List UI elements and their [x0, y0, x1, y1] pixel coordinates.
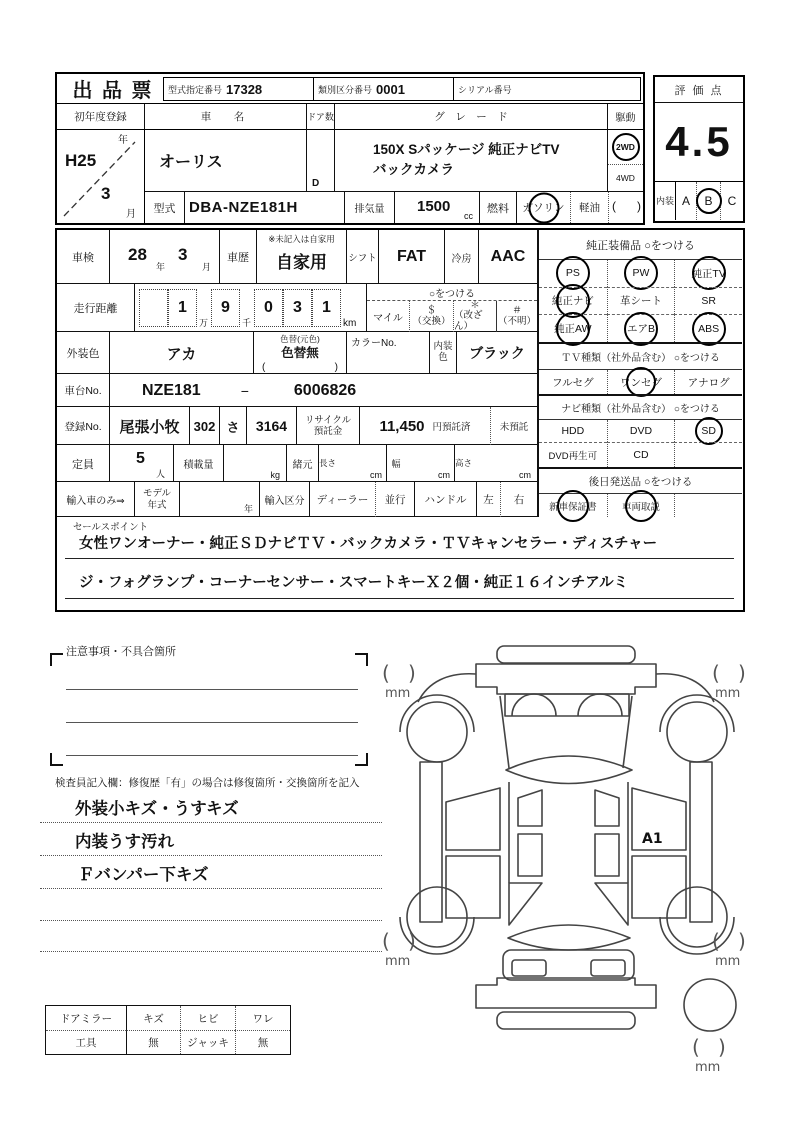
first-registration-cell [57, 129, 145, 223]
front-fender-right [656, 674, 714, 702]
mm-unit: mm [695, 1060, 721, 1075]
navi-label: SD [701, 425, 716, 437]
height-label: 高さ [455, 457, 473, 468]
bracket-close: ) [738, 929, 746, 953]
cm-unit: cm [370, 470, 382, 480]
bracket-open: ( [692, 1035, 700, 1059]
ext-color-value: アカ [110, 332, 254, 374]
capacity-label: 定員 [57, 445, 110, 482]
equip-tv [674, 260, 742, 287]
rear-bumper [476, 978, 656, 1008]
reg-area: 尾張小牧 [110, 407, 190, 445]
shift-label: シフト [347, 230, 379, 284]
bracket-close: ) [408, 661, 416, 685]
sales-point-line2: ジ・フォグランプ・コーナーセンサー・スマートキーＸ２個・純正１６インチアルミ [65, 567, 734, 599]
fuel-label: 燃料 [480, 192, 517, 223]
recycle-label-2: 預託金 [313, 426, 343, 437]
shaken-value-cell [110, 230, 220, 284]
col-header-first-reg: 初年度登録 [57, 104, 145, 129]
history-cell [257, 230, 347, 284]
first-reg-year: H25 [65, 151, 97, 170]
equip-label: 純正ナビ [551, 295, 594, 308]
tv-type-row [539, 370, 742, 394]
field-label: シリアル番号 [458, 84, 512, 95]
windshield [506, 756, 632, 784]
equip-abs [674, 314, 742, 342]
main-table [55, 228, 745, 612]
equip-leather [607, 287, 675, 315]
later-empty [674, 494, 742, 517]
unit-sen: 千 [242, 318, 252, 328]
drive-2wd: 2WD [616, 141, 635, 152]
fuel-diesel: 軽油 [579, 202, 600, 214]
mm-unit: mm [385, 954, 411, 969]
model-value: DBA-NZE181H [189, 199, 298, 216]
field-label: 型式指定番号 [168, 84, 223, 95]
unit-km: km [343, 318, 357, 329]
front-seat-left [518, 790, 542, 826]
width-label: 幅 [391, 459, 401, 469]
model-year-unit: 年 [243, 504, 253, 514]
repaint-label: 色替(元色) [280, 334, 320, 344]
bracket-open: ( [382, 661, 390, 685]
tools-jack: ジャッキ [180, 1030, 235, 1054]
mark-label: （交換） [412, 315, 451, 327]
recycle-unpaid: 未預託 [490, 407, 537, 445]
spec-label: 緒元 [287, 445, 319, 482]
paren-open: ( [612, 199, 616, 213]
equip-label: 純正TV [691, 267, 726, 280]
history-value: 自家用 [276, 253, 327, 272]
displacement-label: 排気量 [345, 192, 395, 223]
repaint-value: 色替無 [281, 346, 319, 360]
notes-label: 注意事項・不具合箇所 [66, 646, 176, 658]
field-label: 類別区分番号 [318, 84, 373, 95]
top-table [55, 72, 645, 225]
mm-unit: mm [385, 686, 411, 701]
interior-grade-b [696, 182, 721, 220]
mark-symbol: ＃ [512, 305, 522, 317]
front-bumper [476, 664, 656, 694]
tv-analog [674, 370, 742, 394]
navi-type-grid [539, 420, 742, 467]
interior-label: 内装 [655, 182, 676, 220]
fuel-diesel-cell [570, 192, 608, 223]
reg-kana: さ [220, 407, 247, 445]
tail-light-left [512, 960, 546, 976]
drive-2wd-cell [608, 129, 643, 165]
bracket-open: ( [382, 929, 390, 953]
shaken-year: 28 [128, 245, 147, 264]
equip-ps [539, 260, 607, 287]
col-header-doors: ドア数 [307, 104, 335, 129]
navi-label: DVD [629, 425, 653, 437]
left-sill-panel [420, 762, 442, 922]
interior-grade-c [721, 182, 743, 220]
car-damage-diagram [372, 640, 772, 1085]
later-label: 新車保証書 [549, 501, 597, 513]
notes-corner-tr [355, 653, 368, 666]
shaken-year-unit: 年 [156, 262, 166, 272]
year-unit: 年 [118, 135, 128, 146]
tv-fullseg [539, 370, 607, 394]
mark-symbol: ＄ [426, 305, 437, 317]
inspector-line [40, 855, 382, 856]
mileage-label: 走行距離 [57, 284, 135, 332]
equip-label: ABS [698, 322, 720, 335]
tools-none: 無 [126, 1030, 180, 1054]
notes-line [66, 755, 358, 756]
sales-point-label: セールスポイント [73, 522, 149, 533]
evaluation-score: 4.5 [665, 118, 733, 165]
equipment-grid [539, 260, 742, 342]
tail-light-right [591, 960, 625, 976]
grade-value: 150X Sパッケージ 純正ナビTVバックカメラ [373, 142, 560, 177]
equip-pw [607, 260, 675, 287]
car-name: オーリス [159, 153, 223, 171]
col-header-grade: グ レ ー ド [335, 104, 608, 129]
field-model-code [164, 78, 314, 100]
notes-corner-bl [50, 753, 63, 766]
capacity-value: 5 [136, 450, 145, 467]
left-door-panel [446, 856, 500, 918]
import-label: 輸入車のみ⇒ [57, 482, 135, 517]
month-unit: 月 [126, 209, 136, 220]
history-label: 車歴 [220, 230, 257, 284]
model-year-label-1: モデル [142, 488, 172, 500]
right-sill-panel [690, 762, 712, 922]
color-no-label: カラーNo. [351, 338, 397, 349]
length-cell [336, 445, 387, 482]
evaluation-box [653, 75, 745, 223]
grade-b: B [704, 194, 713, 208]
inspector-line [40, 920, 382, 921]
length-label: 長さ [319, 457, 337, 468]
later-shipment-row [539, 494, 742, 517]
navi-cd [607, 442, 675, 467]
mm-unit: mm [715, 954, 741, 969]
navi-sd [674, 420, 742, 442]
model-year-cell [180, 482, 260, 517]
navi-label: HDD [561, 425, 585, 437]
left-door-window [446, 788, 500, 850]
later-warranty [539, 494, 607, 517]
tv-label: アナログ [687, 376, 730, 389]
navi-label: DVD再生可 [548, 451, 598, 462]
mirror-header: ドアミラー [59, 1012, 113, 1025]
mileage-digit: 9 [211, 289, 240, 327]
shift-value: FAT [379, 230, 445, 284]
tv-label: ワンセグ [619, 376, 662, 389]
navi-type-header: ナビ種類（社外品含む） ○をつける [539, 396, 742, 420]
color-no-cell [347, 332, 430, 374]
a-pillar-right [623, 696, 632, 768]
height-cell [472, 445, 537, 482]
model-value-cell [185, 192, 345, 223]
reg-class: 302 [190, 407, 220, 445]
inspector-line [40, 951, 382, 952]
recycle-amount-cell [360, 407, 490, 445]
field-value: 0001 [376, 81, 405, 97]
notes-line [66, 722, 358, 723]
ac-label: 冷房 [445, 230, 479, 284]
capacity-cell [110, 445, 174, 482]
unit-man: 万 [199, 318, 209, 328]
int-color-label: 内装色 [430, 332, 457, 374]
mark-exchange [409, 301, 453, 332]
equip-sr [674, 287, 742, 315]
mileage-digit: 1 [168, 289, 197, 327]
mile-cell: マイル [373, 313, 403, 324]
chassis-prefix: NZE181 [142, 381, 201, 399]
tv-label: フルセグ [552, 376, 594, 389]
paren-close: ) [334, 362, 338, 373]
bracket-close: ) [408, 929, 416, 953]
recycle-paid: 円預託済 [432, 422, 471, 433]
interior-grade-a [676, 182, 696, 220]
navi-dvd [607, 420, 675, 442]
import-dealer: ディーラー [316, 494, 369, 506]
shaken-month-unit: 月 [202, 262, 212, 272]
chassis-serial: 6006826 [293, 381, 357, 399]
inspector-entry: 外装小キズ・うすキズ [75, 800, 239, 818]
model-year-label [135, 482, 180, 517]
mm-markers [382, 661, 746, 1075]
mark-label: （不明） [497, 315, 536, 327]
mark-label: （改ざん） [454, 310, 483, 332]
capacity-unit: 人 [155, 469, 165, 479]
handle-right: 右 [500, 482, 537, 517]
mileage-digit: 1 [312, 289, 341, 327]
notes-corner-tl [50, 653, 63, 666]
cm-unit: cm [519, 470, 531, 480]
displacement-cell [395, 192, 480, 223]
bracket-close: ) [738, 661, 746, 685]
navi-label: CD [633, 449, 649, 461]
sales-point-line1: 女性ワンオーナー・純正ＳＤナビＴＶ・バックカメラ・ＴＶキャンセラー・ディスチャー [65, 531, 734, 559]
equip-label: SR [701, 294, 716, 307]
load-unit: kg [270, 470, 280, 480]
model-year-label-2: 年式 [147, 499, 167, 511]
mileage-digit: 3 [283, 289, 312, 327]
mileage-digit: 0 [254, 289, 283, 327]
mileage-digit [139, 289, 168, 327]
later-shipment-header: 後日発送品 ○をつける [539, 469, 742, 494]
equip-label: 革シート [619, 295, 662, 308]
c-pillar-left [509, 883, 542, 925]
fuel-other-cell [608, 192, 643, 223]
paren-close: ) [637, 199, 641, 213]
spare-tire [684, 979, 736, 1031]
c-pillar-right [595, 883, 628, 925]
inspector-label: 検査員記入欄：修復歴「有」の場合は修復箇所・交換箇所を記入 [55, 777, 360, 789]
mm-unit: mm [715, 686, 741, 701]
rear-seat-left [518, 834, 542, 876]
odometer-mark-area [367, 284, 537, 332]
width-cell [405, 445, 455, 482]
reg-no-label: 登録No. [57, 407, 110, 445]
inspector-entry: Ｆバンパー下キズ [78, 866, 209, 884]
ac-value: AAC [490, 248, 526, 265]
recycle-amount: 11,450 [379, 417, 425, 435]
jack-none: 無 [235, 1030, 290, 1054]
notes-line [66, 689, 358, 690]
load-label: 積載量 [174, 445, 224, 482]
front-bumper-top [497, 646, 635, 663]
front-wheel-left [407, 702, 467, 762]
bracket-close: ) [718, 1035, 726, 1059]
mark-symbol: ＊ [470, 299, 480, 311]
handle-left: 左 [483, 494, 494, 506]
mirror-hibi: ヒビ [180, 1006, 235, 1030]
right-door-panel [632, 856, 686, 918]
repaint-cell [254, 332, 347, 374]
equipment-header: 純正装備品 ○をつける [539, 230, 742, 260]
reg-num: 3164 [247, 407, 297, 445]
mirror-tools-table [45, 1005, 291, 1055]
mark-tampered [453, 301, 496, 332]
later-manual [607, 494, 675, 517]
import-parallel: 並行 [375, 482, 415, 517]
doors-cell [307, 129, 335, 192]
car-name-cell [145, 129, 307, 192]
navi-empty [674, 442, 742, 467]
drive-4wd-cell [608, 165, 643, 192]
load-cell [224, 445, 287, 482]
rear-bumper-bottom [497, 1012, 635, 1029]
tools-label: 工具 [46, 1030, 126, 1054]
shaken-label: 車検 [57, 230, 110, 284]
handle-label: ハンドル [415, 482, 477, 517]
col-header-car-name: 車 名 [145, 104, 307, 129]
front-wheelarch-left [400, 695, 474, 732]
later-label: 車両取説 [621, 501, 660, 513]
displacement-value: 1500 [417, 198, 451, 215]
hood-arch-right [578, 694, 622, 716]
hood-arch-left [512, 694, 556, 716]
mark-header: ○をつける [367, 284, 537, 301]
mirror-ware: ワレ [235, 1006, 290, 1030]
equip-label: PS [565, 267, 580, 280]
mark-unknown [496, 301, 537, 332]
inspector-line [40, 888, 382, 889]
import-class-label: 輸入区分 [260, 482, 310, 517]
equip-aw [539, 314, 607, 342]
navi-hdd [539, 420, 607, 442]
rear-seat-right [595, 834, 619, 876]
doors-note: D [312, 178, 320, 189]
field-value: 17328 [226, 81, 263, 97]
chassis-dash: − [240, 382, 249, 399]
drive-4wd: 4WD [616, 173, 635, 183]
equip-label: 純正AW [554, 323, 592, 336]
inspector-line [40, 822, 382, 823]
fuel-gasoline: ガソリン [522, 202, 565, 214]
tv-oneseg [607, 370, 675, 394]
inspector-entry: 内装うす汚れ [75, 833, 174, 851]
first-reg-month: 3 [101, 184, 111, 203]
shaken-month: 3 [178, 245, 188, 264]
grade-cell [335, 129, 608, 192]
sheet-title: 出 品 票 [72, 80, 154, 102]
chassis-label: 車台No. [57, 374, 110, 407]
bracket-open: ( [712, 929, 720, 953]
equip-navi [539, 287, 607, 315]
bracket-open: ( [712, 661, 720, 685]
grade-a: A [681, 194, 690, 208]
evaluation-title: 評 価 点 [655, 77, 743, 103]
navi-dvd-play [539, 442, 607, 467]
equip-airbag [607, 314, 675, 342]
recycle-label-1: リサイクル [304, 414, 352, 426]
equip-label: PW [632, 267, 650, 280]
sales-point-section [57, 517, 742, 609]
ext-color-label: 外装色 [57, 332, 110, 374]
field-serial [454, 78, 640, 100]
chassis-value-cell [110, 374, 537, 407]
mileage-digits [135, 284, 367, 332]
history-note: ※未記入は自家用 [268, 234, 335, 244]
model-label: 型式 [145, 192, 185, 223]
rear-wheel-left [407, 887, 467, 947]
paren-open: ( [262, 362, 266, 373]
front-wheel-right [667, 702, 727, 762]
tv-type-header: ＴＶ種類（社外品含む） ○をつける [539, 344, 742, 370]
front-fender-left [418, 674, 476, 702]
field-class-code [314, 78, 454, 100]
equip-label: エアB [626, 323, 655, 336]
mirror-kizu: キズ [126, 1006, 180, 1030]
int-color-value: ブラック [469, 345, 525, 361]
recycle-label [297, 407, 360, 445]
damage-code: A1 [642, 831, 663, 847]
grade-c: C [727, 194, 737, 208]
fuel-gasoline-cell [517, 192, 570, 223]
rear-window [508, 925, 630, 950]
col-header-drive: 駆動 [615, 113, 636, 124]
displacement-unit: cc [464, 211, 473, 221]
front-seat-right [595, 790, 619, 826]
cm-unit: cm [438, 470, 450, 480]
